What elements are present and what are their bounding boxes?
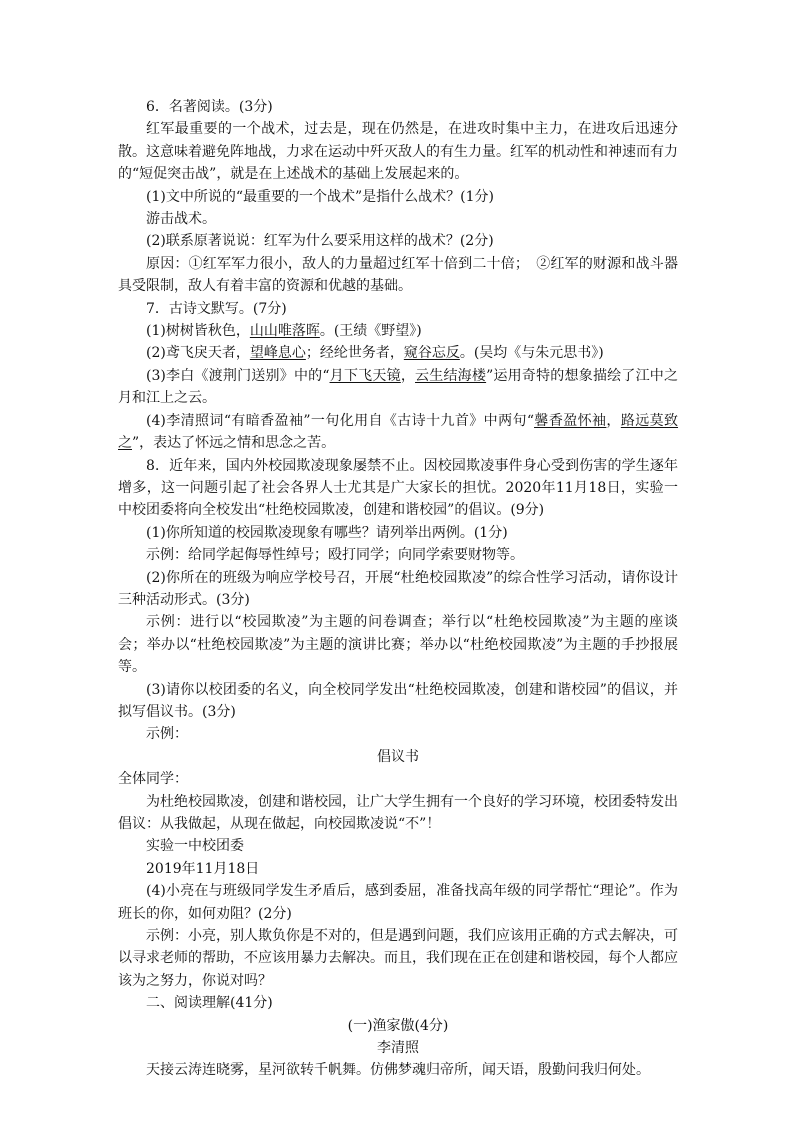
q8-sub2-answer: 示例：进行以“校园欺凌”为主题的问卷调查；举行以“杜绝校园欺凌”为主题的座谈会；举办以“杜绝校园欺凌”为主题的演讲比赛；举办以“杜绝校园欺凌”为主题的手抄报展等。 xyxy=(118,614,678,676)
letter-signer: 实验一中校团委 xyxy=(146,838,244,855)
q7-line-3-mid: ， xyxy=(400,367,416,384)
q6-title: 6．名著阅读。(3分) xyxy=(146,99,273,115)
q7-line-4-answer-2: 路远莫致之 xyxy=(118,412,679,452)
section-2-heading: 二、阅读理解(41分) xyxy=(146,995,273,1012)
q8-sub2-question: (2)你所在的班级为响应学校号召，开展“杜绝校园欺凌”的综合性学习活动，请你设计三种活动形式。(3分) xyxy=(118,569,678,608)
q7-title: 7．古诗文默写。(7分) xyxy=(146,300,287,317)
q7-line-4-pre: (4)李清照词“有暗香盈袖”一句化用自《古诗十九首》中两句“ xyxy=(146,412,535,429)
q6-sub2-question: (2)联系原著说说：红军为什么要采用这样的战术？(2分) xyxy=(146,233,494,250)
q7-line-2 xyxy=(118,342,678,364)
q7-line-2-pre: (2)鸢飞戾天者， xyxy=(146,345,250,362)
q6-sub1-answer: 游击战术。 xyxy=(146,211,216,228)
q8-sub1-question: (1)你所知道的校园欺凌现象有哪些？请列举出两例。(1分) xyxy=(146,524,508,541)
q6-sub2-answer: 原因：①红军军力很小，敌人的力量超过红军十倍到二十倍； ②红军的财源和战斗器具受限制，敌人有着丰富的资源和优越的基础。 xyxy=(118,255,678,295)
q8-sub1-answer: 示例：给同学起侮辱性绰号；殴打同学；向同学索要财物等。 xyxy=(146,547,524,564)
poem-line-1: 天接云涛连晓雾，星河欲转千帆舞。仿佛梦魂归帝所，闻天语，殷勤问我归何处。 xyxy=(146,1062,650,1079)
q7-line-4 xyxy=(118,410,678,455)
q7-line-2-answer-2: 窥谷忘反 xyxy=(403,345,460,362)
poem-title: (一)渔家傲(4分) xyxy=(347,1017,449,1034)
q7-line-3 xyxy=(118,365,678,410)
q7-line-1-post: 。(王绩《野望》) xyxy=(319,323,422,340)
q7-line-3-answer-2: 云生结海楼 xyxy=(415,367,487,384)
q8-sub3-question: (3)请你以校团委的名义，向全校同学发出“杜绝校园欺凌，创建和谐校园”的倡议，并拟写倡议书。(3分) xyxy=(118,681,678,720)
q7-line-4-mid: ， xyxy=(606,412,621,429)
q8-sub4-question: (4)小亮在与班级同学发生矛盾后，感到委屈，准备找高年级的同学帮忙“理论”。作为班长的你，如何劝阻？(2分) xyxy=(118,883,678,922)
poem-author: 李清照 xyxy=(377,1040,419,1057)
q7-line-4-answer-1: 馨香盈怀袖 xyxy=(534,412,607,429)
q7-line-1-pre: (1)树树皆秋色， xyxy=(146,323,250,340)
q8-sub4-answer: 示例：小亮，别人欺负你是不对的，但是遇到问题，我们应该用正确的方式去解决，可以寻求老师的帮助，不应该用暴力去解决。而且，我们现在正在创建和谐校园，每个人都应该为之努力，你说对吗？ xyxy=(118,928,678,989)
q7-line-1-answer: 山山唯落晖 xyxy=(249,323,320,340)
q7-line-3-pre: (3)李白《渡荆门送别》中的“ xyxy=(146,367,330,384)
q7-line-2-answer-1: 望峰息心 xyxy=(249,345,306,362)
document-page xyxy=(118,96,678,1082)
letter-body: 为杜绝校园欺凌，创建和谐校园，让广大学生拥有一个良好的学习环境，校团委特发出倡议：从我做起，从现在做起，向校园欺凌说“不”！ xyxy=(118,793,678,832)
letter-salutation: 全体同学： xyxy=(118,771,188,788)
q6-passage: 红军最重要的一个战术，过去是，现在仍然是，在进攻时集中主力，在进攻后迅速分散。这意味着避免阵地战，力求在运动中歼灭敌人的有生力量。红军的机动性和神速而有力的“短促突击战”，就是在上述战术的基础上发展起来的。 xyxy=(118,121,678,183)
letter-title: 倡议书 xyxy=(377,748,419,765)
q7-line-2-post: 。(吴均《与朱元思书》) xyxy=(459,345,604,362)
q7-line-4-post: ”，表达了怀远之情和思念之苦。 xyxy=(132,435,336,452)
q8-title: 8．近年来，国内外校园欺凌现象屡禁不止。因校园欺凌事件身心受到伤害的学生逐年增多，这一问题引起了社会各界人士尤其是广大家长的担忧。2020年11月18日，实验一中校团委将向全校发出“杜绝校园欺凌，创建和谐校园”的倡议。(9分) xyxy=(118,457,678,519)
q7-line-1 xyxy=(118,320,678,342)
q8-sub3-example-label: 示例： xyxy=(146,726,188,743)
q7-line-2-mid: ；经纶世务者， xyxy=(305,345,404,362)
letter-date: 2019年11月18日 xyxy=(146,860,260,877)
q7-line-3-answer-1: 月下飞天镜 xyxy=(329,367,401,384)
q6-sub1-question: (1)文中所说的“最重要的一个战术”是指什么战术？(1分) xyxy=(146,188,494,205)
q7-line-3-post: ”运用奇特的想象描绘了江中之月和江上之云。 xyxy=(118,367,679,407)
